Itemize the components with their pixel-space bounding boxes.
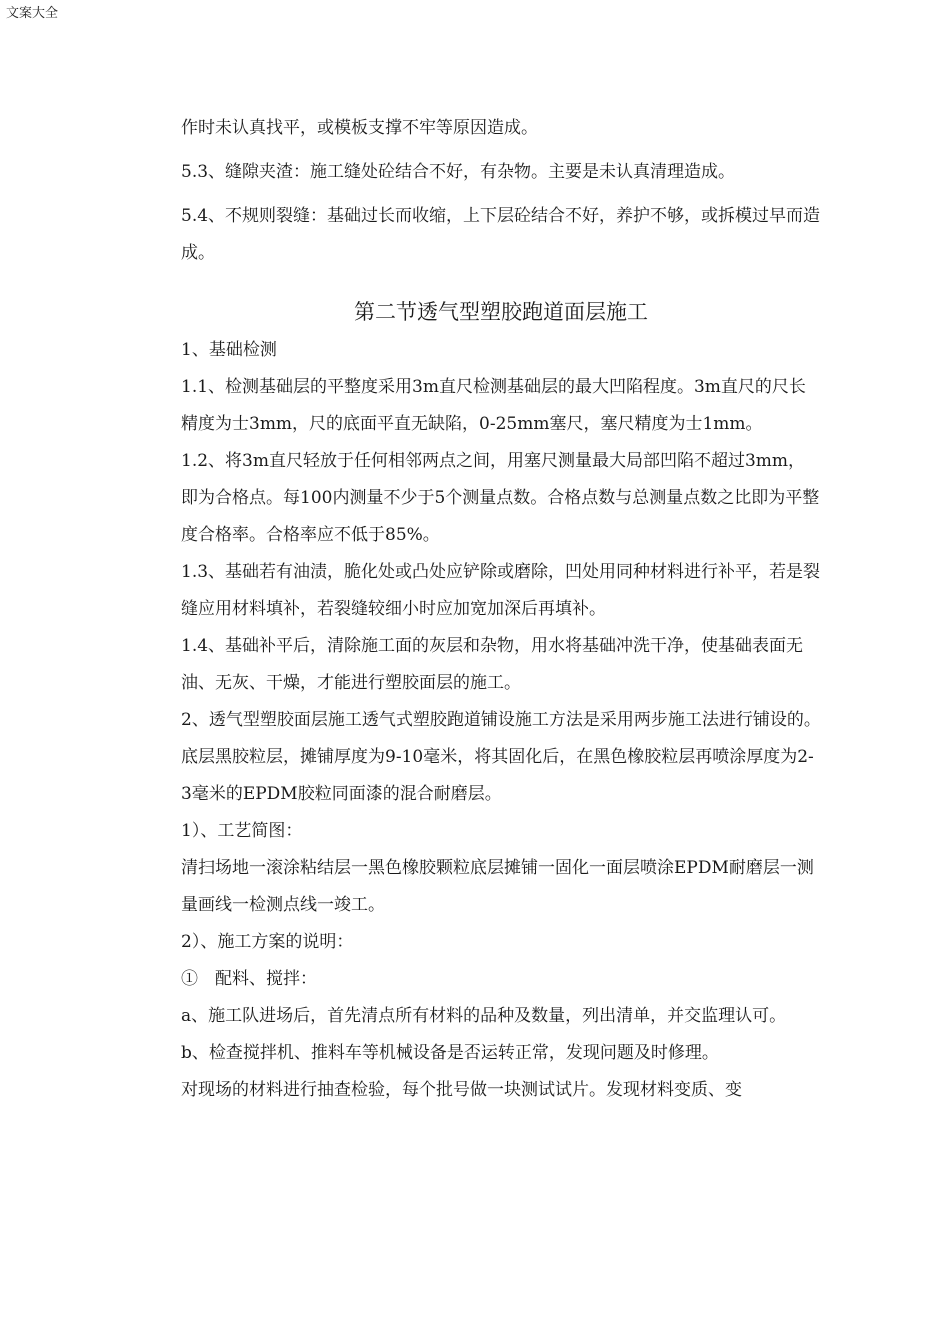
paragraph-1: 1、基础检测 [181, 340, 277, 360]
paragraph-inspection: 对现场的材料进行抽查检验，每个批号做一块测试试片。发现材料变质、变 [181, 1080, 742, 1100]
paragraph-a: a、施工队进场后，首先清点所有材料的品种及数量，列出清单，并交监理认可。 [181, 1006, 787, 1026]
document-body [181, 110, 821, 1109]
paragraph-1-4: 1.4、基础补平后，清除施工面的灰层和杂物，用水将基础冲洗干净，使基础表面无油、无灰、干燥，才能进行塑胶面层的施工。 [181, 636, 804, 693]
paragraph-2: 2、透气型塑胶面层施工透气式塑胶跑道铺设施工方法是采用两步施工法进行铺设的。底层黑胶粒层，摊铺厚度为9-10毫米，将其固化后，在黑色橡胶粒层再喷涂厚度为2-3毫米的EPDM胶粒同面漆的混合耐磨层。 [181, 710, 821, 804]
paragraph-1-3: 1.3、基础若有油渍，脆化处或凸处应铲除或磨除，凹处用同种材料进行补平，若是裂缝应用材料填补，若裂缝较细小时应加宽加深后再填补。 [181, 562, 821, 619]
paragraph-plan-title: 2）、施工方案的说明： [181, 932, 354, 952]
paragraph-continuation: 作时未认真找平，或模板支撑不牢等原因造成。 [181, 118, 538, 138]
header-tag: 文案大全 [6, 6, 59, 21]
paragraph-process-title: 1）、工艺简图： [181, 821, 303, 841]
section-title: 第二节透气型塑胶跑道面层施工 [354, 300, 648, 324]
paragraph-process-flow: 清扫场地一滚涂粘结层一黑色橡胶颗粒底层摊铺一固化一面层喷涂EPDM耐磨层一测量画线一检测点线一竣工。 [181, 858, 814, 915]
paragraph-1-2: 1.2、将3m直尺轻放于任何相邻两点之间，用塞尺测量最大局部凹陷不超过3mm，即为合格点。每100内测量不少于5个测量点数。合格点数与总测量点数之比即为平整度合格率。合格率应不低于85%。 [181, 451, 820, 545]
paragraph-1-1: 1.1、检测基础层的平整度采用3m直尺检测基础层的最大凹陷程度。3m直尺的尺长精度为士3mm，尺的底面平直无缺陷，0-25mm塞尺，塞尺精度为士1mm。 [181, 377, 806, 434]
paragraph-b: b、检查搅拌机、推料车等机械设备是否运转正常，发现问题及时修理。 [181, 1043, 719, 1063]
paragraph-5-3: 5.3、缝隙夹渣：施工缝处砼结合不好，有杂物。主要是未认真清理造成。 [181, 162, 736, 182]
paragraph-mixing-title: ① 配料、搅拌： [181, 969, 317, 989]
paragraph-5-4: 5.4、不规则裂缝：基础过长而收缩，上下层砼结合不好，养护不够，或拆模过早而造成。 [181, 206, 821, 263]
